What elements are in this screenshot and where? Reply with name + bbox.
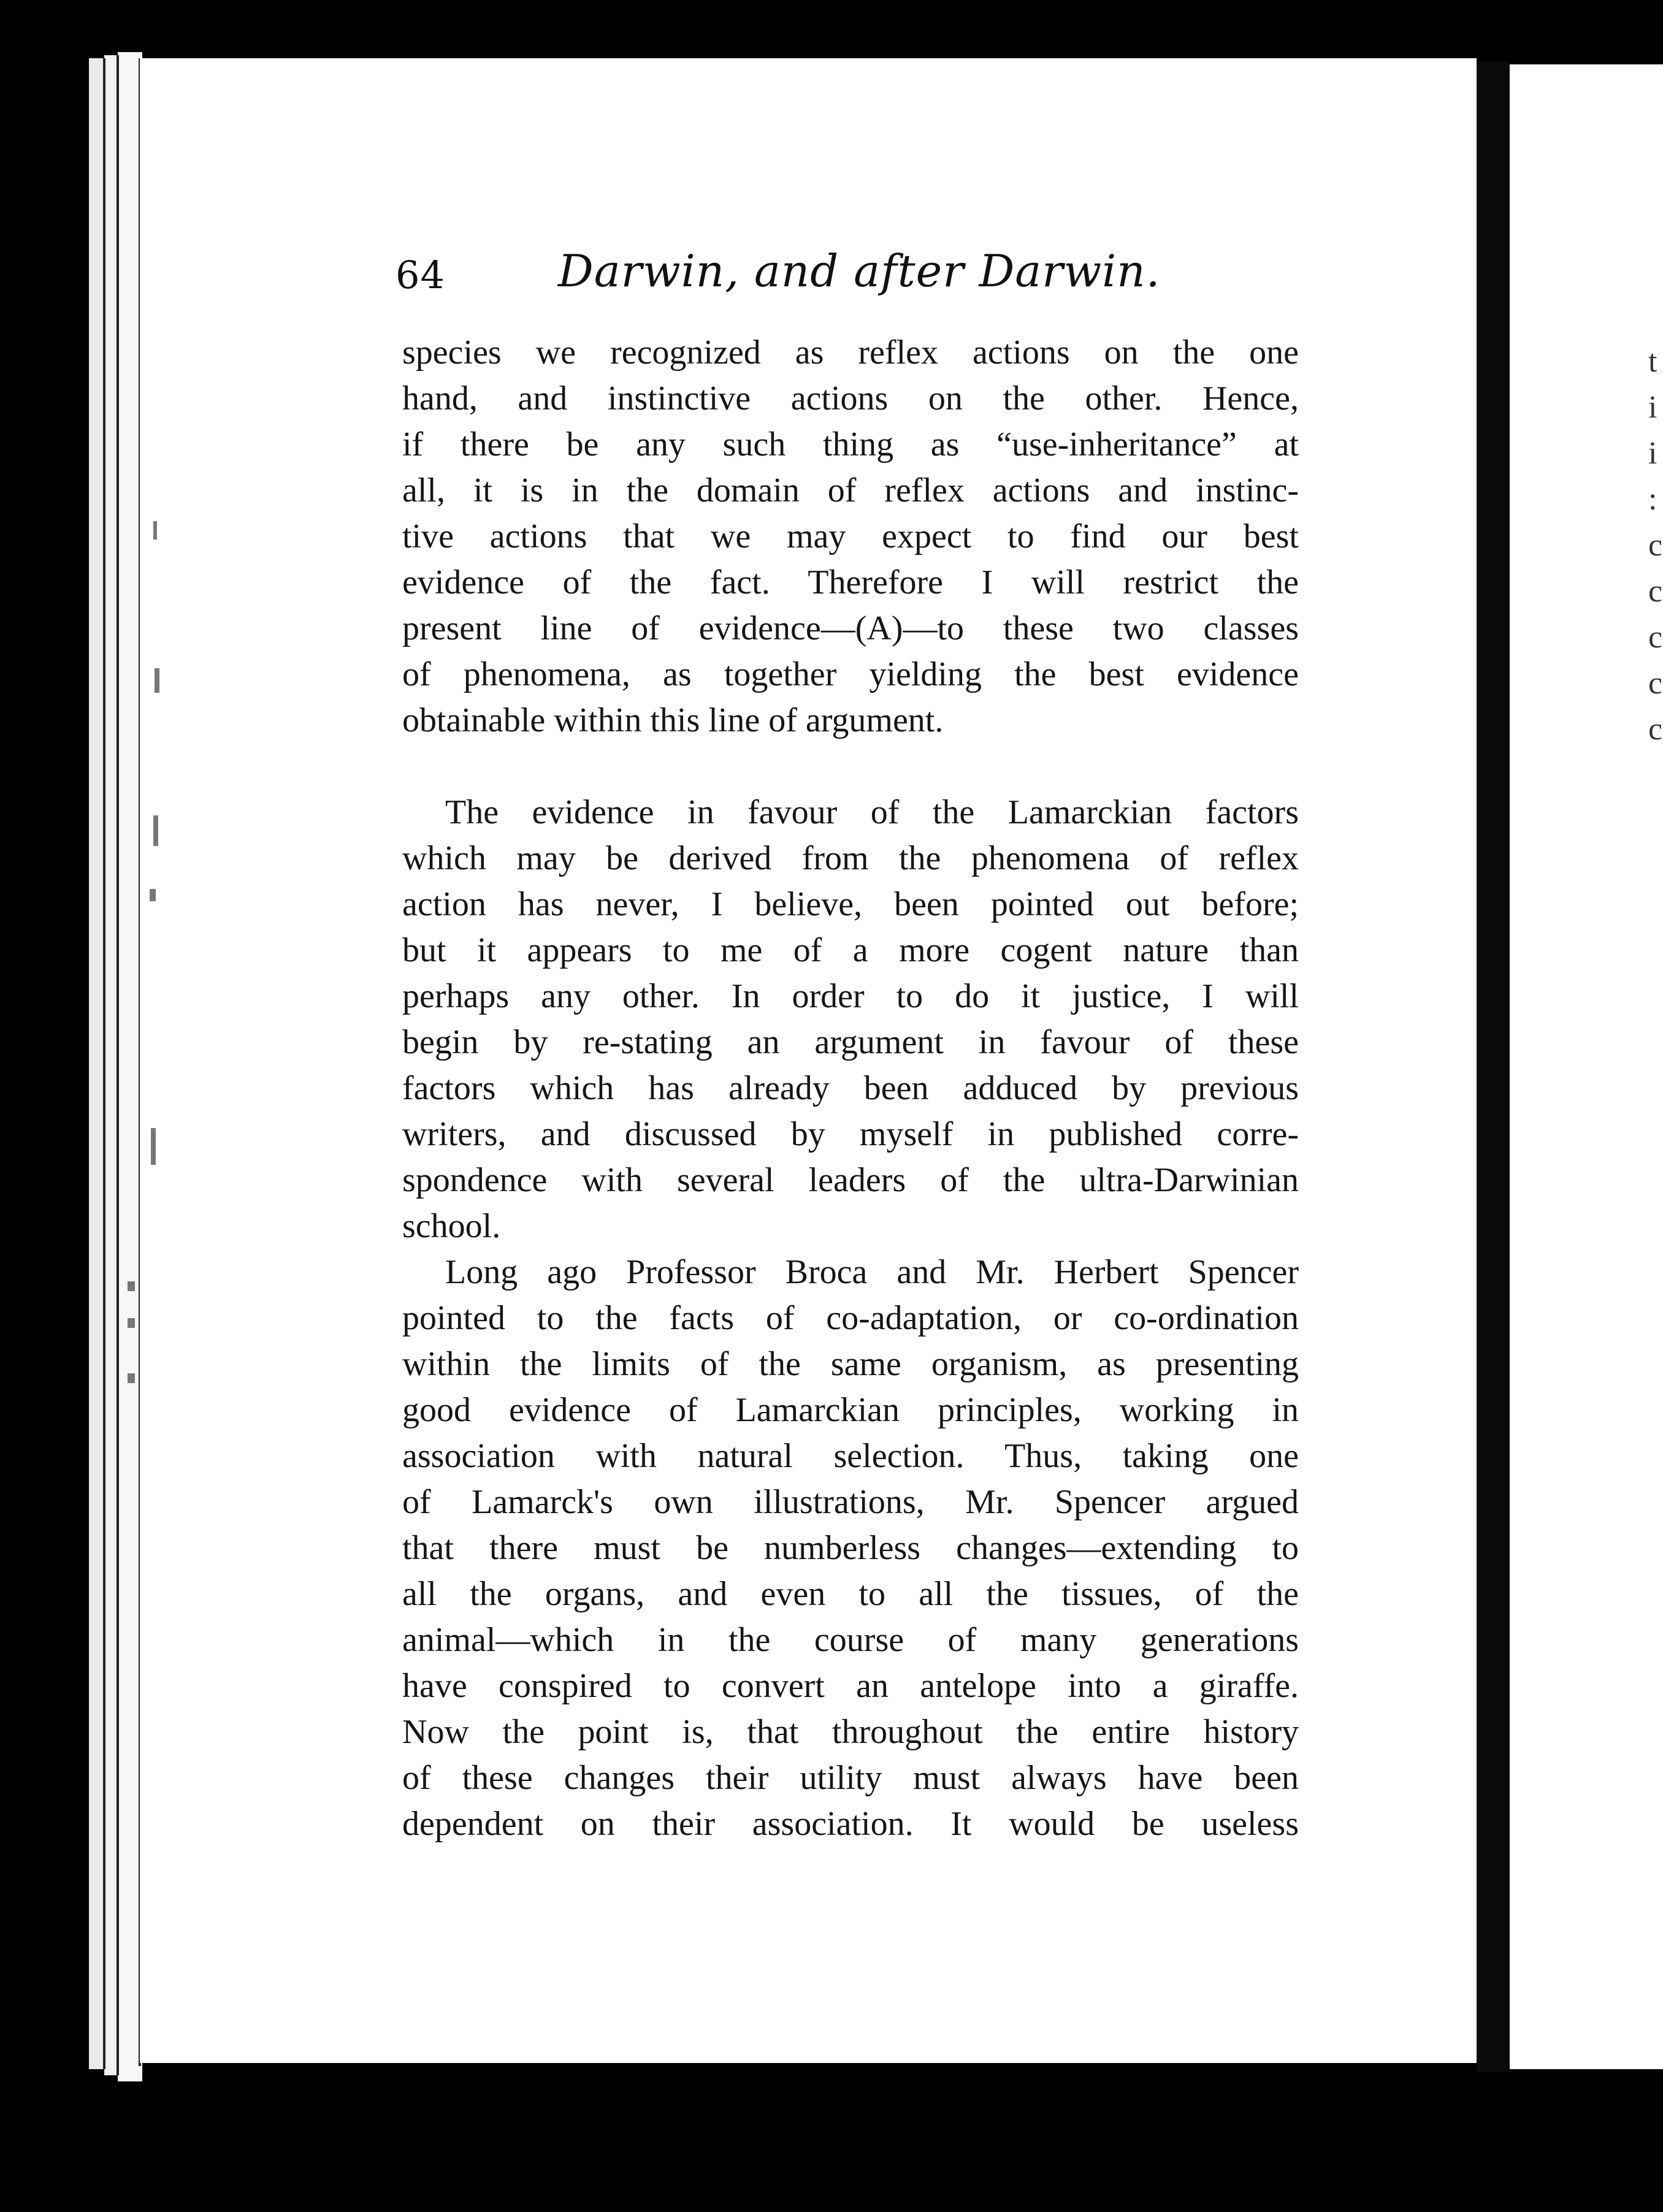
text-line: Now the point is, that throughout the entire history: [402, 1713, 1299, 1751]
book-gutter: [1477, 61, 1510, 2072]
margin-speck: [150, 889, 156, 901]
text-line: that there must be numberless changes—extending to: [402, 1529, 1299, 1567]
page-number: 64: [396, 253, 445, 297]
text-line: obtainable within this line of argument.: [402, 701, 944, 739]
facing-page-mark: c: [1648, 620, 1663, 655]
running-title: Darwin, and after Darwin.: [558, 245, 1161, 297]
margin-speck: [128, 1318, 135, 1328]
text-line: but it appears to me of a more cogent nature than: [402, 931, 1299, 969]
text-line: spondence with several leaders of the ultra-Darwinian: [402, 1161, 1299, 1199]
text-line: action has never, I believe, been pointed out before;: [402, 885, 1299, 923]
facing-page-mark: i: [1648, 436, 1657, 471]
page-header: [396, 245, 1315, 319]
text-line: Long ago Professor Broca and Mr. Herbert Spencer: [445, 1253, 1299, 1291]
text-line: begin by re-stating an argument in favour of these: [402, 1023, 1299, 1061]
text-line: have conspired to convert an antelope into a giraffe.: [402, 1667, 1299, 1705]
margin-speck: [155, 668, 159, 693]
margin-speck: [151, 1128, 156, 1165]
margin-speck: [153, 815, 158, 846]
margin-speck: [128, 1281, 135, 1291]
facing-page-mark: i: [1648, 390, 1657, 425]
text-line: all the organs, and even to all the tissues, of the: [402, 1575, 1299, 1613]
text-line: school.: [402, 1207, 501, 1245]
text-line: hand, and instinctive actions on the other. Hence,: [402, 379, 1299, 418]
text-line: perhaps any other. In order to do it justice, I will: [402, 977, 1299, 1015]
text-line: which may be derived from the phenomena of reflex: [402, 839, 1299, 877]
facing-page-mark: t: [1648, 344, 1657, 379]
facing-page-mark: c: [1648, 666, 1663, 701]
page-edge-line: [117, 55, 119, 2075]
text-line: present line of evidence—(A)—to these two classes: [402, 609, 1299, 647]
margin-speck: [153, 521, 157, 540]
text-line: of these changes their utility must always have been: [402, 1759, 1299, 1797]
text-line: species we recognized as reflex actions on the one: [402, 334, 1299, 372]
text-line: within the limits of the same organism, as presenting: [402, 1345, 1299, 1383]
text-line: if there be any such thing as “use-inheritance” at: [402, 425, 1299, 463]
text-line: writers, and discussed by myself in published corre-: [402, 1115, 1299, 1153]
text-line: all, it is in the domain of reflex actions and instinc-: [402, 471, 1299, 509]
facing-page-mark: c: [1648, 712, 1663, 747]
text-line: good evidence of Lamarckian principles, working in: [402, 1391, 1299, 1429]
text-line: The evidence in favour of the Lamarckian factors: [445, 793, 1299, 831]
facing-page: [1510, 64, 1663, 2069]
paragraph-gap: [402, 744, 1299, 790]
text-line: dependent on their association. It would be useless: [402, 1805, 1299, 1843]
text-line: of phenomena, as together yielding the best evidence: [402, 655, 1299, 693]
text-line: tive actions that we may expect to find our best: [402, 517, 1299, 555]
facing-page-mark: :: [1648, 482, 1657, 517]
text-line: of Lamarck's own illustrations, Mr. Spencer argued: [402, 1483, 1299, 1521]
body-text: [402, 330, 1299, 1847]
text-line: evidence of the fact. Therefore I will restrict the: [402, 563, 1299, 601]
text-line: factors which has already been adduced by previous: [402, 1069, 1299, 1107]
facing-page-mark: c: [1648, 574, 1663, 609]
text-line: pointed to the facts of co-adaptation, or co-ordination: [402, 1299, 1299, 1337]
text-line: association with natural selection. Thus, taking one: [402, 1437, 1299, 1475]
text-line: animal—which in the course of many generations: [402, 1621, 1299, 1659]
facing-page-mark: c: [1648, 528, 1663, 563]
page-edge-line: [103, 58, 105, 2069]
margin-speck: [128, 1373, 135, 1383]
